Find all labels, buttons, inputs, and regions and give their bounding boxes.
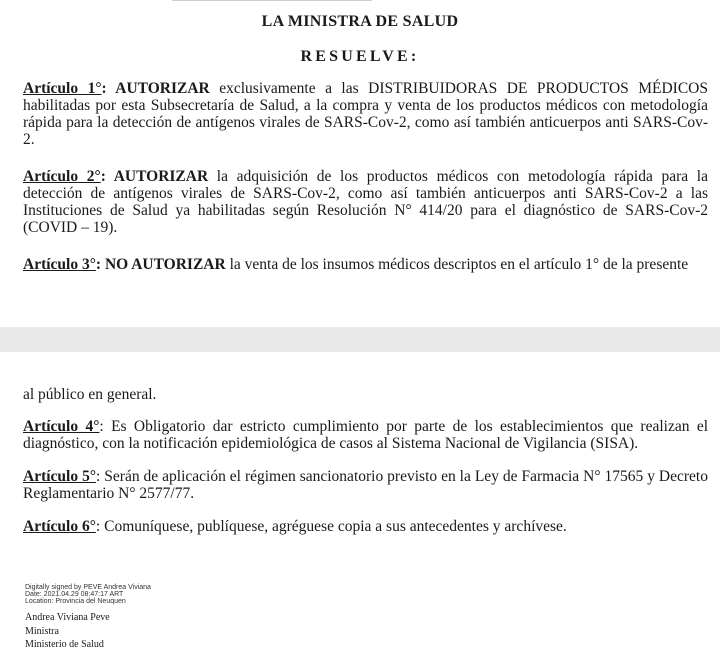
- signer-role: Ministra: [25, 626, 59, 637]
- document-page-1: [0, 0, 720, 327]
- digital-signature-line: Digitally signed by PEVE Andrea Viviana: [25, 584, 151, 591]
- article-1-label: Artículo 1°: [23, 80, 102, 97]
- article-4-paragraph: [23, 418, 708, 452]
- document-heading: LA MINISTRA DE SALUD: [261, 13, 459, 30]
- article-1-colon: :: [101, 80, 116, 97]
- article-2-paragraph: [23, 168, 708, 236]
- article-2-colon: :: [100, 168, 114, 185]
- article-3-text: la venta de los insumos médicos descriptos en el artículo 1° de la presente: [225, 256, 689, 273]
- article-5-paragraph: [23, 468, 708, 502]
- article-2-keyword: AUTORIZAR: [113, 168, 209, 185]
- digital-signature-date: Date: 2021.04.29 08:47:17 ART: [25, 591, 124, 598]
- signer-name: Andrea Viviana Peve: [25, 612, 110, 623]
- article-5-text: : Serán de aplicación el régimen sancionatorio previsto en la Ley de Farmacia N° 17565 y Decreto Reglamentario N° 2577/77.: [23, 468, 708, 502]
- article-6-paragraph: [23, 518, 708, 535]
- article-1-paragraph: [23, 80, 708, 148]
- article-5-label: Artículo 5°: [23, 468, 97, 485]
- digital-signature-location: Location: Provincia del Neuquen: [25, 598, 126, 605]
- article-4-label: Artículo 4°: [23, 418, 100, 435]
- article-6-label: Artículo 6°: [23, 518, 96, 535]
- article-3-colon: :: [95, 256, 105, 273]
- article-6-text: : Comuníquese, publíquese, agréguese copia a sus antecedentes y archívese.: [95, 518, 567, 535]
- page-top-rule: [172, 0, 372, 1]
- article-3-label: Artículo 3°: [23, 256, 96, 273]
- article-3-continuation: al público en general.: [23, 386, 157, 403]
- article-4-text: : Es Obligatorio dar estricto cumplimiento por parte de los establecimientos que realizan el diagnóstico, con la notificación epidemiológica de casos al Sistema Nacional de Vigilancia (SISA).: [23, 418, 709, 452]
- resuelve-heading: RESUELVE:: [300, 48, 420, 65]
- article-3-keyword: NO AUTORIZAR: [104, 256, 226, 273]
- article-3-paragraph: [23, 256, 708, 273]
- digital-signature-block: [25, 584, 151, 605]
- article-2-label: Artículo 2°: [23, 168, 101, 185]
- article-2-text: la adquisición de los productos médicos con metodología rápida para la detección de antígenos virales de SARS-Cov-2, como así también anticuerpos anti SARS-Cov-2 a las Instituciones de Salud ya habilitadas según Resolución N° 414/20 para el diagnóstico de SARS-Cov-2 (COVID – 19).: [23, 168, 708, 236]
- article-1-keyword: AUTORIZAR: [115, 80, 210, 97]
- signer-office: Ministerio de Salud: [25, 639, 104, 650]
- article-1-text: exclusivamente a las DISTRIBUIDORAS DE PRODUCTOS MÉDICOS habilitadas por esta Subsecretaría de Salud, a la compra y venta de los productos médicos con metodología rápida para la detección de antígenos virales de SARS-Cov-2, como así también anticuerpos anti SARS-Cov-2.: [23, 80, 708, 148]
